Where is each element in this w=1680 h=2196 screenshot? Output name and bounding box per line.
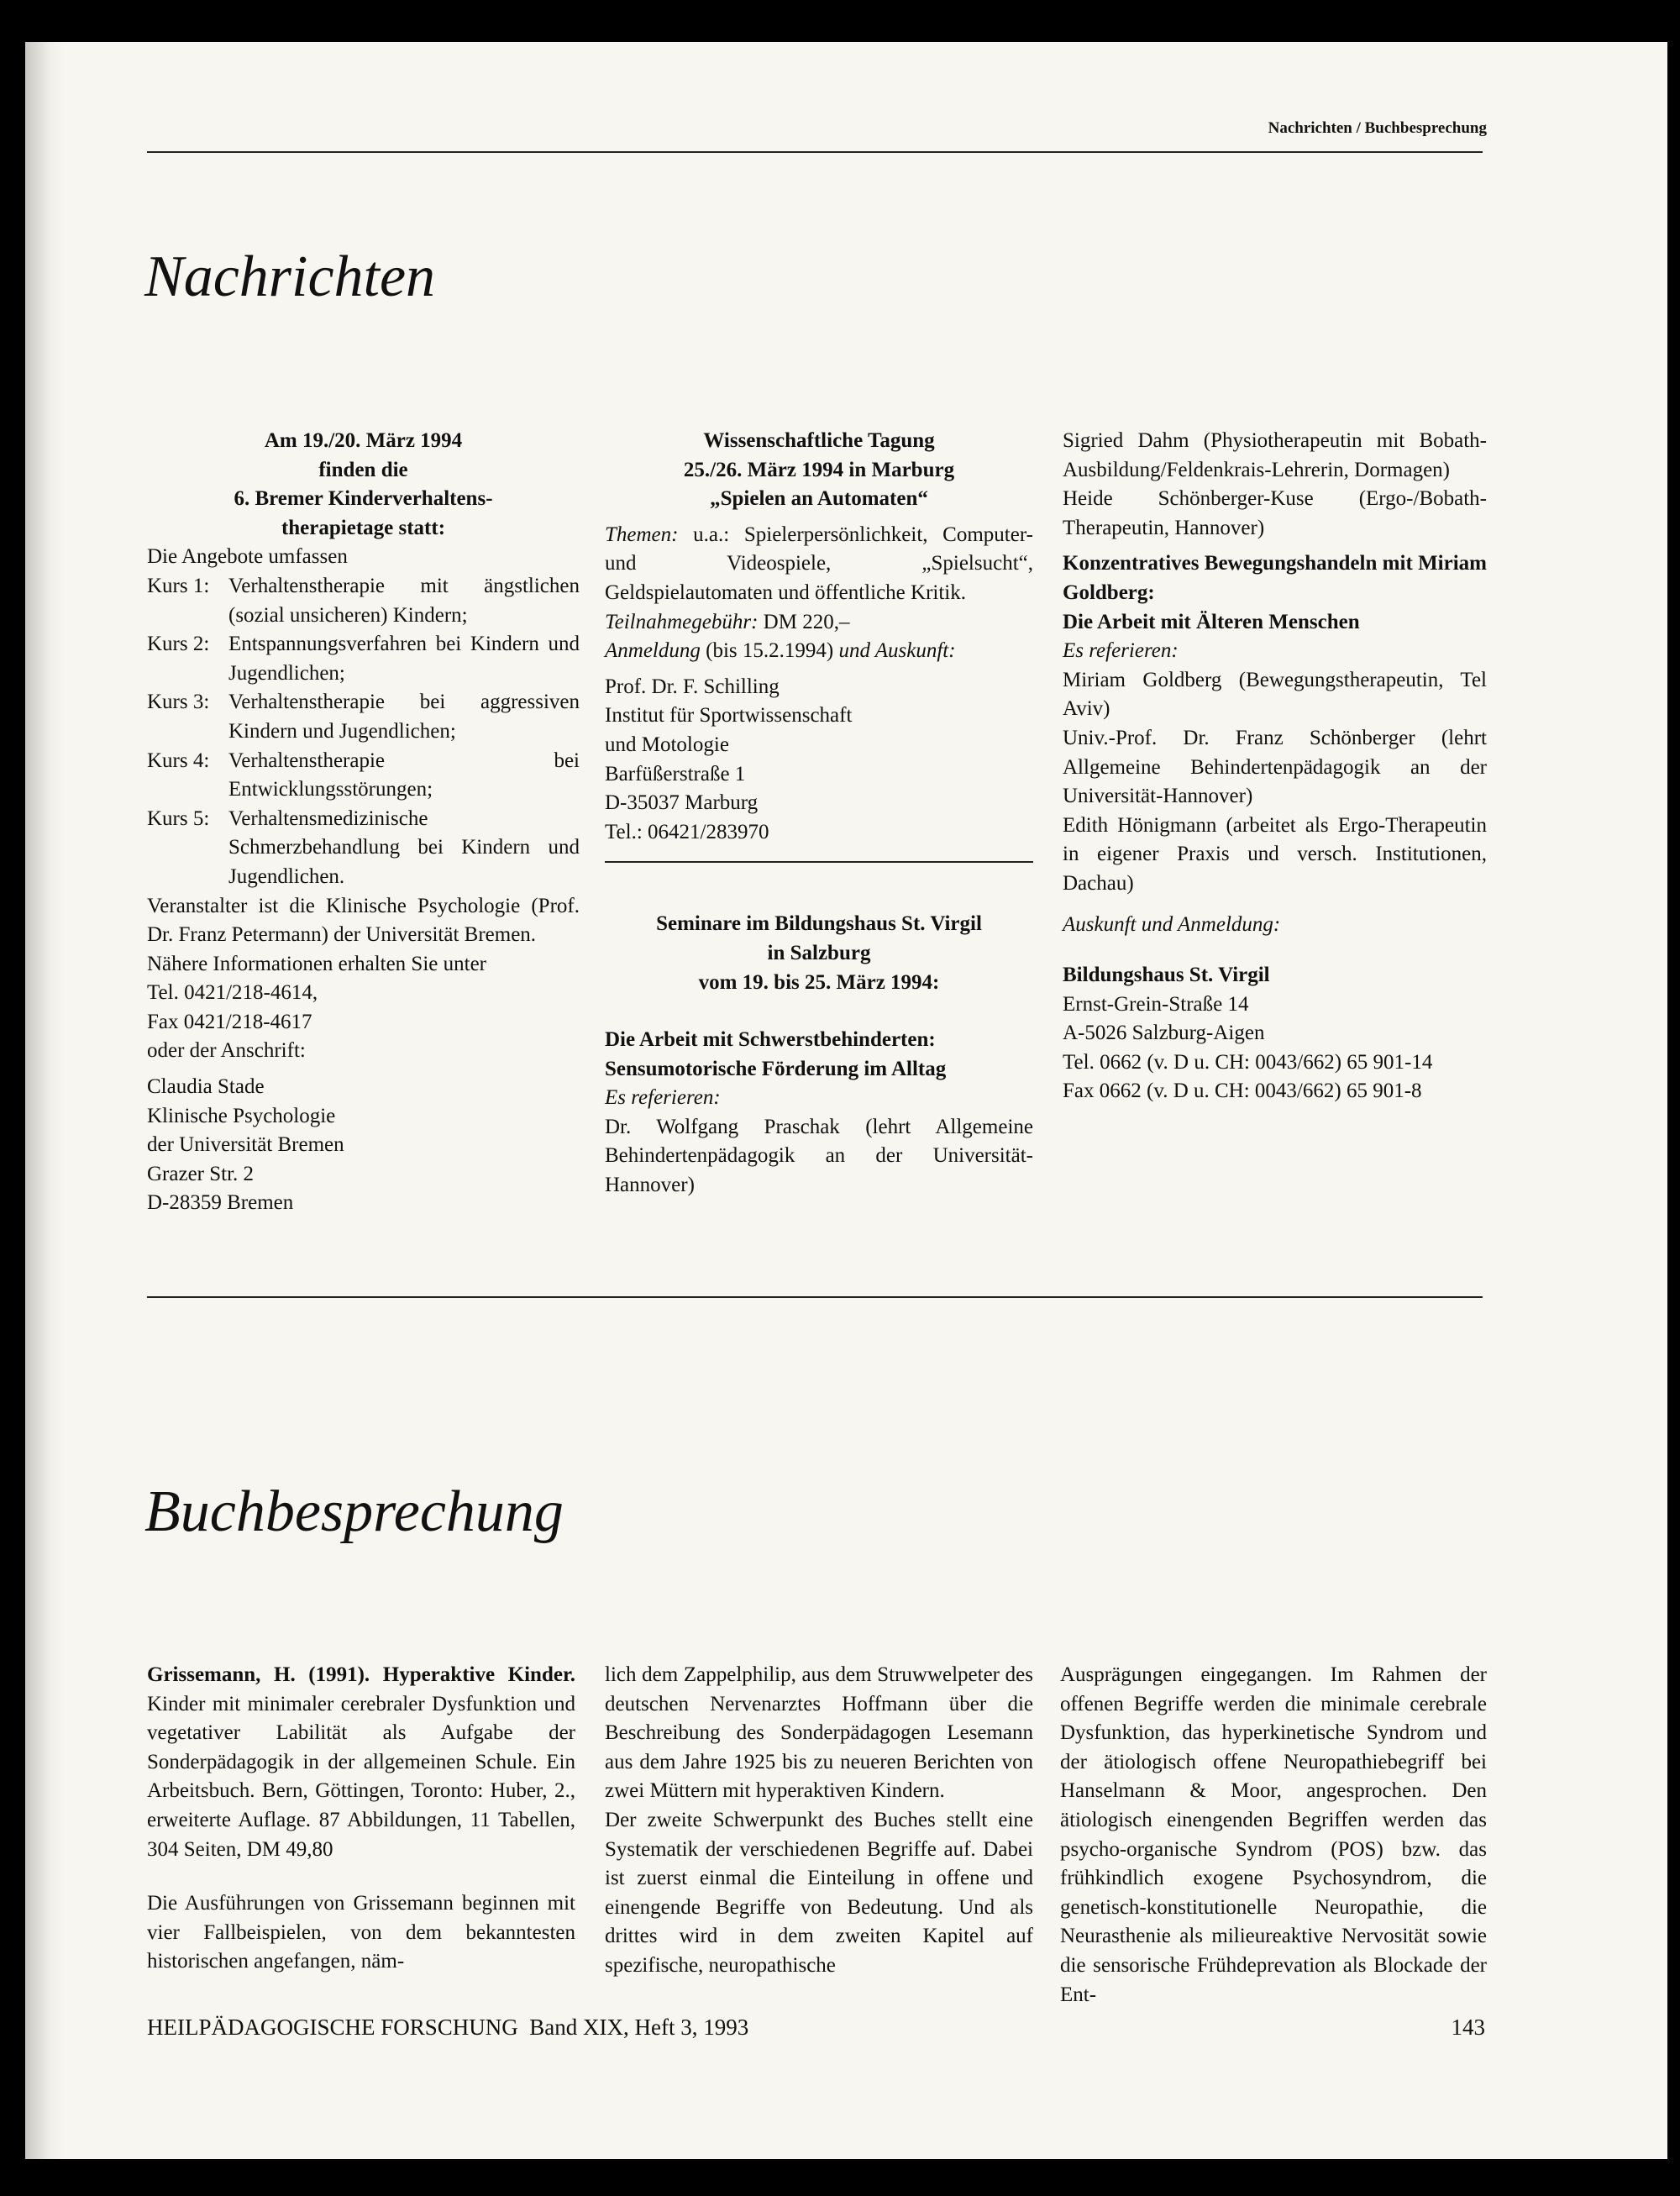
auskunft-label: Auskunft und Anmeldung: bbox=[1063, 912, 1281, 936]
address-line: D-28359 Bremen bbox=[147, 1191, 294, 1215]
heading-line: Konzentratives Bewegungshandeln mit Miriam Goldberg: bbox=[1063, 552, 1487, 604]
address-line: und Motologie bbox=[605, 733, 729, 756]
marburg-heading bbox=[605, 427, 1033, 514]
info-line: Nähere Informationen erhalten Sie unter bbox=[147, 952, 486, 975]
review-col-2 bbox=[605, 1661, 1033, 1981]
heading-line: Sensumotorische Förderung im Alltag bbox=[605, 1057, 947, 1080]
column-divider bbox=[605, 861, 1033, 863]
anmeldung-line bbox=[605, 637, 1033, 666]
gebuehr-label: Teilnahmegebühr: bbox=[605, 610, 759, 633]
info-line: oder der Anschrift: bbox=[147, 1039, 306, 1063]
themen-text: u.a.: Spielerpersönlichkeit, Computer- und Videospiele, „Spielsucht“, Geldspielautomaten und öffentliche Kritik. bbox=[605, 523, 1033, 604]
address-line: A-5026 Salzburg-Aigen bbox=[1063, 1022, 1265, 1045]
gebuehr-line bbox=[605, 608, 1033, 638]
heading-line: Die Arbeit mit Älteren Menschen bbox=[1063, 610, 1360, 633]
kurs-item bbox=[147, 572, 580, 630]
page-number: 143 bbox=[1451, 2015, 1485, 2040]
referent-text: Univ.-Prof. Dr. Franz Schönberger (lehrt Allgemeine Behindertenpädagogik an der Universität-Hannover) bbox=[1063, 726, 1487, 808]
es-referieren-label: Es referieren: bbox=[1063, 639, 1179, 663]
heading-line: in Salzburg bbox=[767, 941, 871, 964]
intro-text: Die Angebote umfassen bbox=[147, 545, 348, 569]
heading-line: Die Arbeit mit Schwerstbehinderten: bbox=[605, 1028, 936, 1052]
heading-line: vom 19. bis 25. März 1994: bbox=[698, 970, 940, 994]
review-paragraph: Ausprägungen eingegangen. Im Rahmen der offenen Begriffe werden die minimale cerebrale Dysfunktion, das hyperkinetische Syndrom und der ätiologisch offene Neuropathiebegriff bei Hanselmann & Moor, angesprochen. Den ätiologisch einengenden Begriffen werden das psycho-organische Syndrom (POS) bzw. das frühkindlich exogene Psychosyndrom, die genetisch-konstitutionelle Neuropathie, die Neurasthenie als milieureaktive Nervosität sowie die sensorische Frühdeprevation als Blockade der Ent- bbox=[1060, 1663, 1487, 2006]
citation-title: Grissemann, H. (1991). Hyperaktive Kinder. bbox=[147, 1663, 575, 1686]
heading-line: finden die bbox=[318, 458, 408, 481]
seminar-heading bbox=[605, 910, 1033, 997]
review-col-3 bbox=[1060, 1661, 1487, 2009]
journal-footer: HEILPÄDAGOGISCHE FORSCHUNG Band XIX, Heft 3, 1993 bbox=[147, 2015, 749, 2040]
top-rule bbox=[147, 151, 1483, 153]
address-line: Tel. 0662 (v. D u. CH: 0043/662) 65 901-14 bbox=[1063, 1050, 1433, 1074]
info-line: Fax 0421/218-4617 bbox=[147, 1010, 312, 1033]
address-line: Institut für Sportwissenschaft bbox=[605, 704, 853, 728]
address-line: Fax 0662 (v. D u. CH: 0043/662) 65 901-8 bbox=[1063, 1080, 1422, 1103]
address-line: Ernst-Grein-Straße 14 bbox=[1063, 992, 1249, 1016]
info-line: Tel. 0421/218-4614, bbox=[147, 981, 318, 1005]
heading-line: therapietage statt: bbox=[281, 516, 446, 539]
heading-line: 25./26. März 1994 in Marburg bbox=[683, 458, 955, 481]
auskunft-label: und Auskunft: bbox=[838, 639, 956, 663]
referent-text: Edith Hönigmann (arbeitet als Ergo-Therapeutin in eigener Praxis und versch. Institutionen, Dachau) bbox=[1063, 813, 1487, 895]
heading-line: Seminare im Bildungshaus St. Virgil bbox=[656, 912, 982, 936]
anmeldung-date: (bis 15.2.1994) bbox=[700, 639, 839, 663]
heading-line: „Spielen an Automaten“ bbox=[710, 487, 928, 511]
address-line: Grazer Str. 2 bbox=[147, 1162, 255, 1185]
section-title-buchbesprechung: Buchbesprechung bbox=[144, 1479, 564, 1544]
address-title: Bildungshaus St. Virgil bbox=[1063, 964, 1270, 987]
referent-text: Dr. Wolfgang Praschak (lehrt Allgemeine Behindertenpädagogik an der Universität-Hannover) bbox=[605, 1115, 1033, 1197]
kurs-label: Kurs 1: bbox=[147, 574, 210, 597]
bremen-heading bbox=[147, 427, 580, 543]
address-line: D-35037 Marburg bbox=[605, 791, 759, 815]
address-line: Prof. Dr. F. Schilling bbox=[605, 675, 780, 698]
review-col-1 bbox=[147, 1661, 575, 1977]
address-line: Barfüßerstraße 1 bbox=[605, 762, 746, 785]
nachrichten-col-2 bbox=[605, 427, 1033, 1200]
running-head: Nachrichten / Buchbesprechung bbox=[1268, 119, 1487, 137]
themen-paragraph bbox=[605, 521, 1033, 608]
kurs-label: Kurs 5: bbox=[147, 806, 210, 830]
heading-line: Wissenschaftliche Tagung bbox=[703, 429, 935, 452]
nachrichten-col-3 bbox=[1063, 427, 1487, 1106]
address-line: Klinische Psychologie bbox=[147, 1104, 336, 1127]
arbeit-heading bbox=[605, 1026, 1033, 1084]
themen-label: Themen: bbox=[605, 523, 679, 546]
gebuehr-text: DM 220,– bbox=[758, 610, 850, 633]
kurs-text: Verhaltensmedizinische Schmerzbehandlung bei Kindern und Jugendlichen. bbox=[228, 806, 580, 888]
address-line: der Universität Bremen bbox=[147, 1133, 344, 1157]
referent-text: Sigried Dahm (Physiotherapeutin mit Bobath-Ausbildung/Feldenkrais-Lehrerin, Dormagen) bbox=[1063, 429, 1487, 481]
kurs-text: Verhaltenstherapie bei Entwicklungsstörungen; bbox=[228, 749, 580, 801]
konzentratives-heading bbox=[1063, 549, 1487, 637]
kurs-label: Kurs 4: bbox=[147, 749, 210, 772]
citation-paragraph bbox=[147, 1661, 575, 1864]
page-edge-shadow bbox=[25, 42, 66, 2159]
kurs-label: Kurs 3: bbox=[147, 691, 210, 714]
veranstalter-text: Veranstalter ist die Klinische Psychologie (Prof. Dr. Franz Petermann) der Universität Bremen. bbox=[147, 894, 580, 947]
review-paragraph: Die Ausführungen von Grissemann beginnen mit vier Fallbeispielen, von dem bekanntesten historischen angefangen, näm- bbox=[147, 1892, 575, 1973]
es-referieren-label: Es referieren: bbox=[605, 1086, 721, 1110]
kurs-item bbox=[147, 630, 580, 688]
kurs-label: Kurs 2: bbox=[147, 633, 210, 656]
referent-text: Heide Schönberger-Kuse (Ergo-/Bobath-Therapeutin, Hannover) bbox=[1063, 487, 1487, 539]
referent-text: Miriam Goldberg (Bewegungstherapeutin, Tel Aviv) bbox=[1063, 668, 1487, 721]
anmeldung-label: Anmeldung bbox=[605, 639, 701, 663]
heading-line: Am 19./20. März 1994 bbox=[264, 429, 463, 452]
address-line: Claudia Stade bbox=[147, 1075, 265, 1099]
kurs-text: Verhaltenstherapie bei aggressiven Kindern und Jugendlichen; bbox=[228, 691, 580, 743]
address-line: Tel.: 06421/283970 bbox=[605, 820, 769, 843]
kurs-item bbox=[147, 688, 580, 746]
kurs-item bbox=[147, 805, 580, 892]
kurs-text: Entspannungsverfahren bei Kindern und Jugendlichen; bbox=[228, 633, 580, 685]
kurs-item bbox=[147, 747, 580, 805]
review-paragraph: lich dem Zappelphilip, aus dem Struwwelpeter des deutschen Nervenarztes Hoffmann über die Beschreibung des Sonderpädagogen Lesemann aus dem Jahre 1925 bis zu neueren Berichten von zwei Müttern mit hyperaktiven Kindern. bbox=[605, 1663, 1033, 1803]
citation-details: Kinder mit minimaler cerebraler Dysfunktion und vegetativer Labilität als Aufgabe der Sonderpädagogik in der allgemeinen Schule. Ein Arbeitsbuch. Bern, Göttingen, Toronto: Huber, 2., erweiterte Auflage. 87 Abbildungen, 11 Tabellen, 304 Seiten, DM 49,80 bbox=[147, 1692, 575, 1861]
kurs-text: Verhaltenstherapie mit ängstlichen (sozial unsicheren) Kindern; bbox=[228, 574, 580, 627]
section-title-nachrichten: Nachrichten bbox=[144, 244, 436, 309]
heading-line: 6. Bremer Kinderverhaltens- bbox=[234, 487, 493, 511]
review-paragraph: Der zweite Schwerpunkt des Buches stellt eine Systematik der verschiedenen Begriffe auf. Dabei ist zuerst einmal die Einteilung in offene und einengende Begriffe von Bedeutung. Und als drittes wird in dem zweiten Kapitel auf spezifische, neuropathische bbox=[605, 1808, 1033, 1977]
nachrichten-col-1 bbox=[147, 427, 580, 1218]
section-rule bbox=[147, 1296, 1483, 1298]
